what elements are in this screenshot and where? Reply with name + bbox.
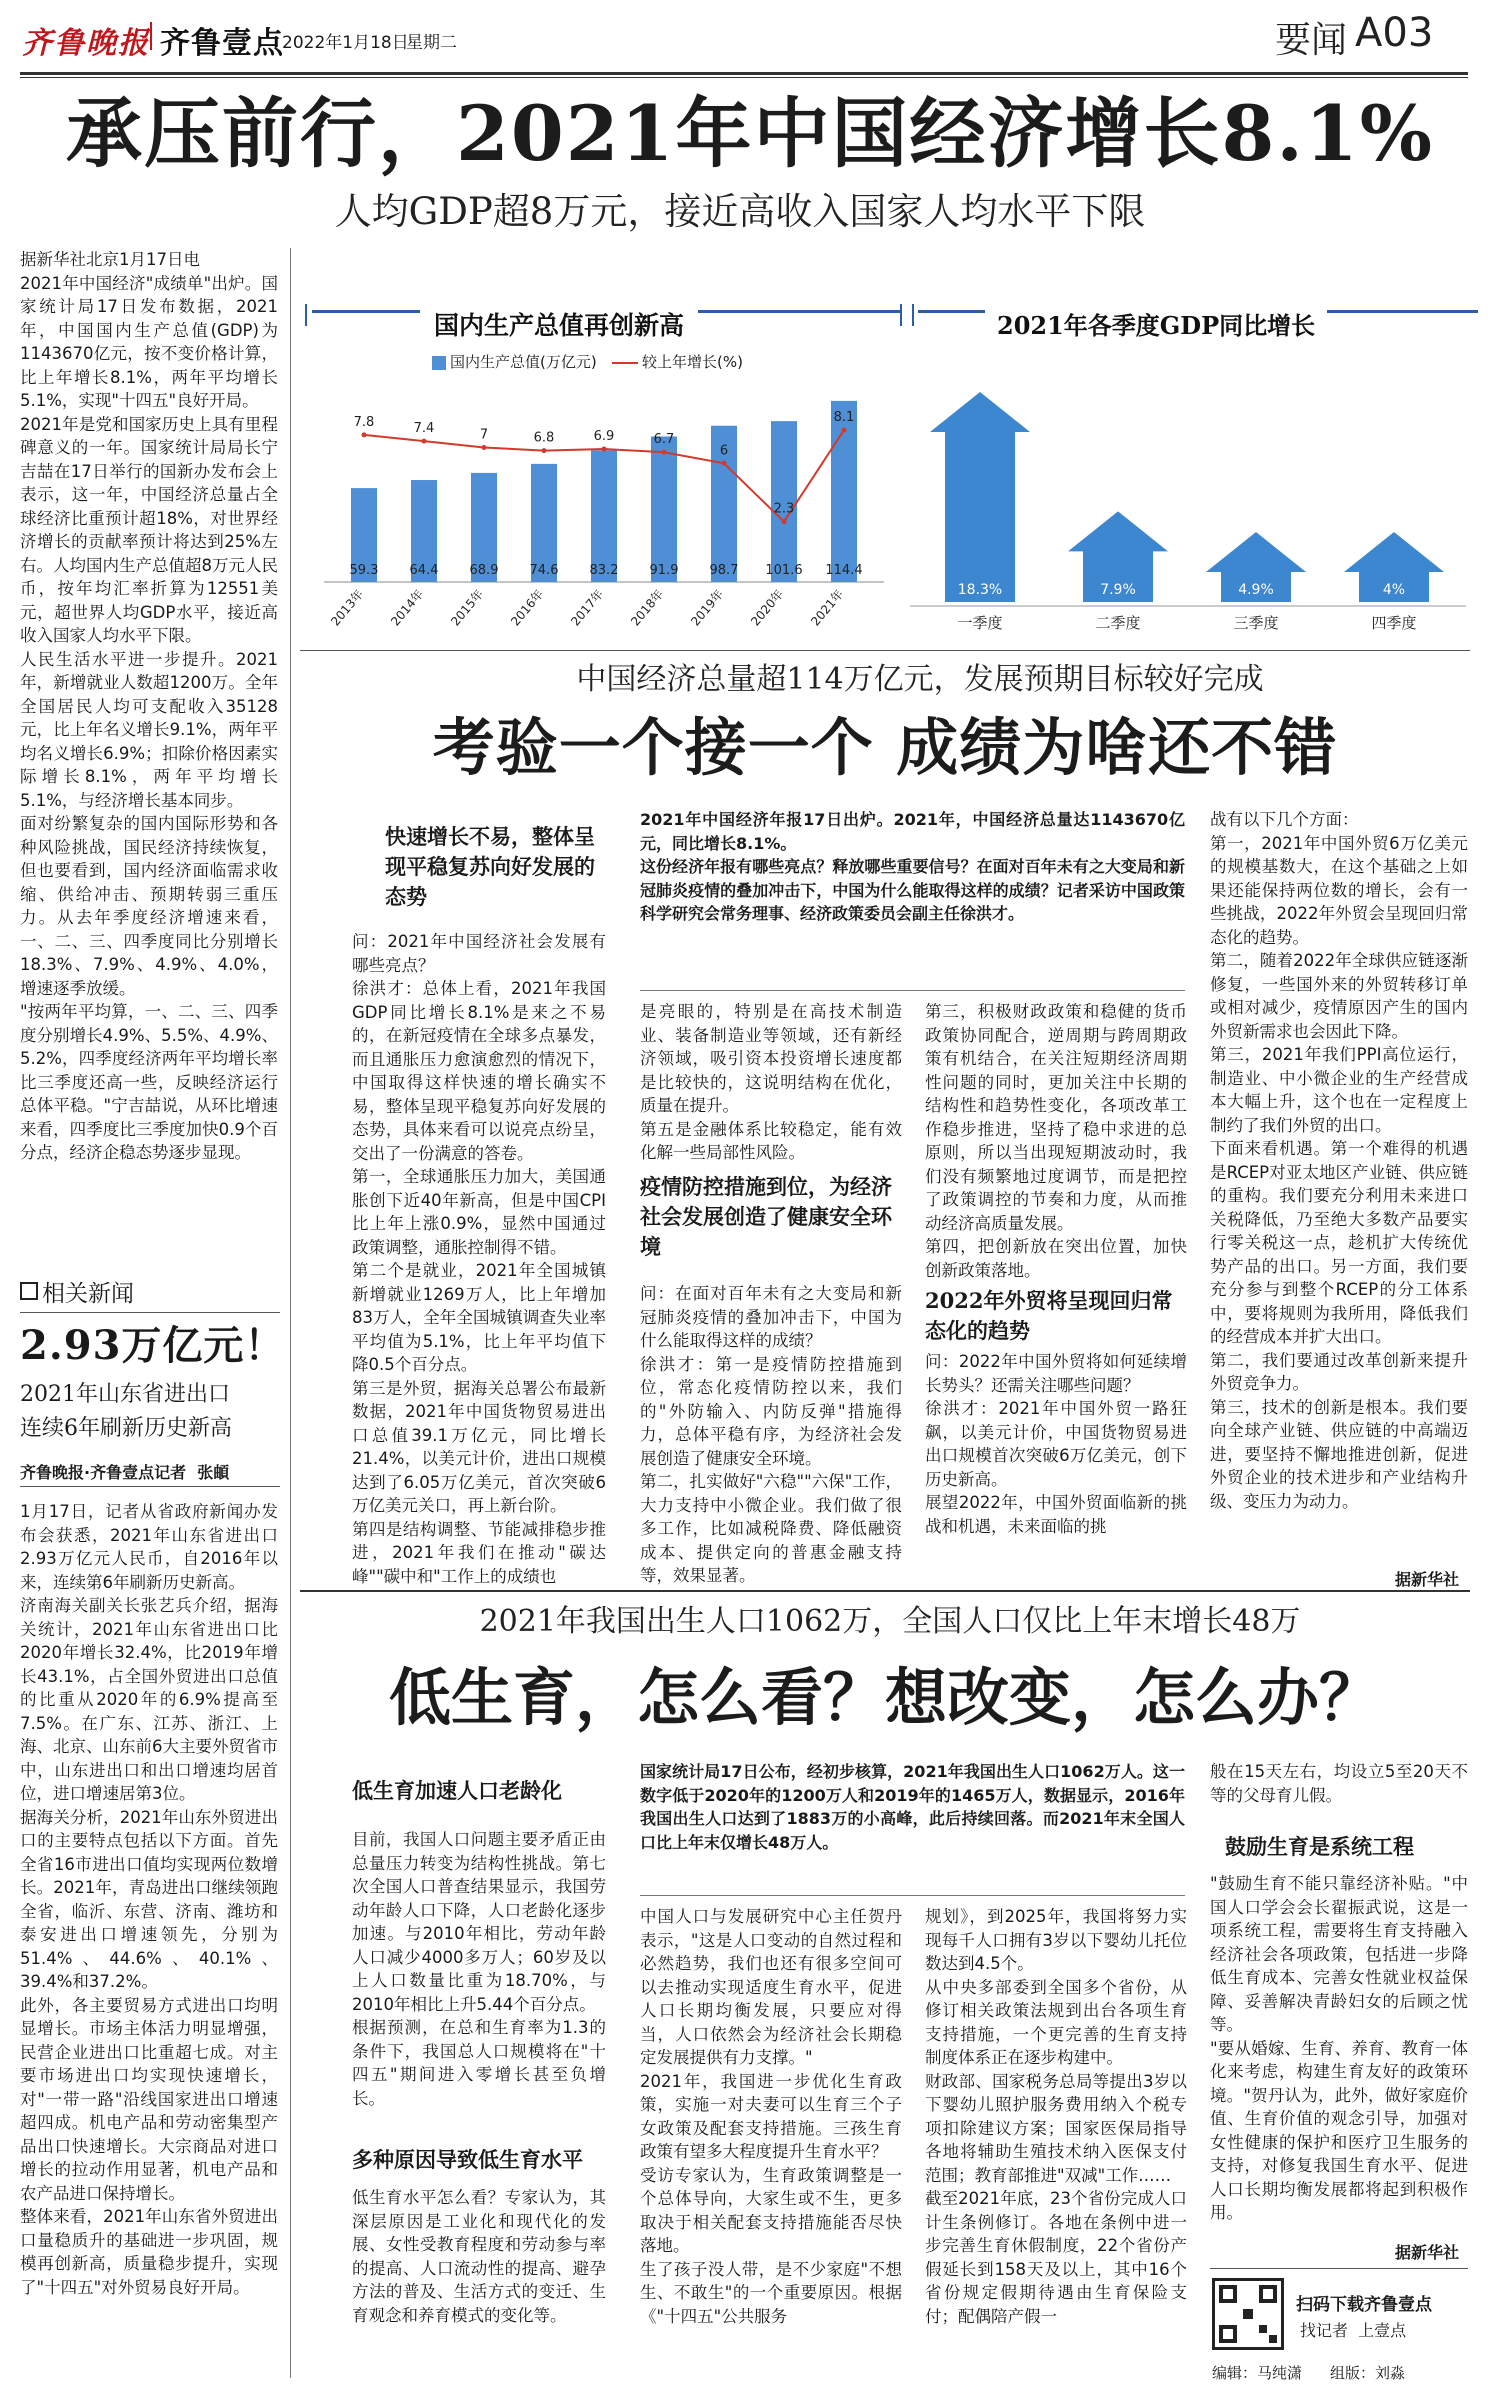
editor-credit: 编辑：马纯潇 — [1212, 2364, 1303, 2382]
related-title-1: 2021年山东省进出口 — [20, 1382, 230, 1407]
story3-col1: 目前，我国人口问题主要矛盾正由总量压力转变为结构性挑战。第七次全国人口普查结果显示，我国劳动年龄人口下降，人口老龄化逐步加速。与2010年相比，劳动年龄人口减少4000多万人；60岁及以上人口数量比重为18.70%，与2010年相比上升5.44个百分点。 根据预测，在总和生育率为1.3的条件下，我国总人口规模将在"十四五"期间进入零增长甚至负增长。 — [352, 1830, 606, 2108]
growth-point — [602, 447, 607, 452]
growth-label: 7.8 — [353, 414, 375, 430]
quarter-label: 二季度 — [1095, 614, 1141, 630]
qr-caption-1: 扫码下载齐鲁壹点 — [1296, 2295, 1432, 2315]
related-big-number: 2.93万亿元！ — [20, 1322, 286, 1369]
story2-intro: 2021年中国经济年报17日出炉。2021年，中国经济总量达1143670亿元，同比增长8.1%。 这份经济年报有哪些亮点？释放哪些重要信号？在面对百年未有之大变局和新冠肺炎疫情的叠加冲击下，中国为什么能取得这样的成绩？记者采访中国政策科学研究会常务理事、经济政策委员会副主任徐洪才。 — [640, 810, 1185, 923]
growth-point — [662, 450, 667, 455]
story2-col1: 问：2021年中国经济社会发展有哪些亮点？ 徐洪才：总体上看，2021年我国GDP同比增长8.1%是来之不易的，在新冠疫情在全球多点暴发，而且通胀压力愈演愈烈的情况下，中国取得这样快速的增长确实不易，整体呈现平稳复苏向好发展的态势，具体来看可以说亮点纷呈，交出了一份满意的答卷。 第一，全球通胀压力加大，美国通胀创下近40年新高，但是中国CPI比上年上涨0.9%，显然中国通过政策调整，通胀控制得不错。 第二个是就业，2021年全国城镇新增就业1269万人，比上年增加83万人，全年全国城镇调查失业率平均值为5.1%，比上年平均值下降0.5个百分点。 第三是外贸，据海关总署公布最新数据，2021年中国货物贸易进出口总值39.1万亿元，同比增长21.4%，以美元计价，进出口规模达到了6.05万亿美元，首次突破6万亿美元关口，再上新台阶。 第四是结构调整、节能减排稳步推进，2021年我们在推动"碳达峰""碳中和"工作上的成绩也 — [352, 932, 606, 1586]
quarter-label: 三季度 — [1233, 614, 1279, 630]
story3-sub3: 鼓励生育是系统工程 — [1225, 1834, 1414, 1859]
related-body: 1月17日，记者从省政府新闻办发布会获悉，2021年山东省进出口2.93万亿元人民币，自2016年以来，连续第6年刷新历史新高。 济南海关副关长张艺兵介绍，据海关统计，2021年山东省进出口比2020年增长32.4%，比2019年增长43.1%，占全国外贸进出口总值的比重从2020年的6.9%提高至7.5%。在广东、江苏、浙江、上海、北京、山东前6大主要外贸省市中，山东进出口和出口增速均居首位，进口增速居第3位。 据海关分析，2021年山东外贸进出口的主要特点包括以下方面。首先全省16市进出口值均实现两位数增长。2021年，青岛进出口继续领跑全省，临沂、东营、济南、潍坊和泰安进出口增速领先，分别为51.4%、44.6%、40.1%、39.4%和37.2%。 此外，各主要贸易方式进出口均明显增长。市场主体活力明显增强，民营企业进出口比重超七成。对主要市场进出口均实现快速增长，对"一带一路"沿线国家进出口增速超四成。机电产品和劳动密集型产品出口快速增长。大宗商品对进口增长的拉动作用显著，机电产品和农产品进口保持增长。 整体来看，2021年山东省外贸进出口量稳质升的基础进一步巩固，规模再创新高，质量稳步提升，实现了"十四五"对外贸易良好开局。 — [20, 1502, 278, 2297]
growth-label: 7.4 — [413, 421, 435, 437]
growth-point — [722, 461, 727, 466]
chart1-right-tick — [900, 304, 902, 326]
arrow-value-label: 18.3% — [957, 582, 1003, 598]
legend-line-swatch — [612, 362, 638, 364]
chart1-left-tick — [305, 304, 307, 326]
story3-headline: 低生育，怎么看？想改变，怎么办？ — [388, 1661, 1381, 1734]
growth-label: 2.3 — [773, 501, 795, 517]
story2-headline: 考验一个接一个 成绩为啥还不错 — [432, 711, 1338, 784]
x-tick-label: 2014年 — [388, 586, 427, 629]
growth-label: 6 — [719, 443, 729, 459]
paper-logo: 齐鲁晚报 — [22, 26, 150, 61]
story3-col4: "鼓励生育不能只靠经济补贴。"中国人口学会会长翟振武说，这是一项系统工程，需要将生育支持融入经济社会各项政策，包括进一步降低生育成本、完善女性就业权益保障、妥善解决青龄妇女的后顾之忧等。 "要从婚嫁、生育、养育、教育一体化来考虑，构建生育友好的政策环境。"贺丹认为，此外，做好家庭价值、生育价值的观念引导，加强对女性健康的保护和医疗卫生服务的支持，对修复我国生育水平、促进人口长期均衡发展都将起到积极作用。 — [1210, 1874, 1468, 2222]
growth-arrow — [930, 392, 1030, 602]
growth-label: 8.1 — [833, 410, 855, 426]
gdp-bar-label: 64.4 — [409, 563, 439, 578]
x-tick-label: 2019年 — [688, 586, 727, 629]
story3-top-rule — [300, 1590, 1470, 1592]
growth-label: 6.8 — [533, 430, 555, 446]
legend-bar-label: 国内生产总值(万亿元) — [450, 353, 597, 371]
arrow-value-label: 7.9% — [1100, 582, 1136, 598]
story2-col2: 是亮眼的，特别是在高技术制造业、装备制造业等领域，还有新经济领域，吸引资本投资增长速度都是比较快的，这说明结构在优化，质量在提升。 第五是金融体系比较稳定，能有效化解一些局部性风险。 — [640, 1002, 902, 1162]
story2-sub1: 快速增长不易，整体呈现平稳复苏向好发展的态势 — [385, 824, 595, 909]
masthead — [0, 0, 1488, 70]
story2-top-rule — [300, 650, 1470, 651]
story2-sub3: 2022年外贸将呈现回归常态化的趋势 — [925, 1288, 1173, 1343]
related-rule — [20, 1312, 280, 1313]
x-tick-label: 2015年 — [448, 586, 487, 629]
story3-sub1: 低生育加速人口老龄化 — [352, 1778, 562, 1803]
masthead-rule-thin — [20, 77, 1468, 78]
growth-label: 7 — [479, 427, 489, 443]
story3-kicker: 2021年我国出生人口1062万，全国人口仅比上年末增长48万 — [479, 1604, 1301, 1639]
related-tag: 相关新闻 — [42, 1281, 134, 1307]
story2-kicker: 中国经济总量超114万亿元，发展预期目标较好完成 — [576, 662, 1264, 697]
legend-bar-swatch — [432, 356, 446, 370]
arrow-value-label: 4.9% — [1238, 582, 1274, 598]
growth-point — [542, 448, 547, 453]
quarter-label: 四季度 — [1371, 614, 1417, 630]
gdp-bar-label: 98.7 — [709, 563, 739, 578]
chart2-title: 2021年各季度GDP同比增长 — [985, 306, 1327, 346]
gdp-bar-label: 68.9 — [469, 563, 499, 578]
x-tick-label: 2017年 — [568, 586, 607, 629]
related-tag-icon — [20, 1282, 38, 1300]
issue-weekday: 星期二 — [406, 33, 457, 53]
chart2-left-tick — [912, 304, 914, 326]
page-number: A03 — [1355, 10, 1434, 56]
brand-logo: 齐鲁壹点 — [160, 26, 284, 61]
gdp-chart — [320, 372, 890, 642]
x-tick-label: 2018年 — [628, 586, 667, 629]
story2-col3: 第三，积极财政政策和稳健的货币政策协同配合，逆周期与跨周期政策有机结合，在关注短期经济周期性问题的同时，更加关注中长期的结构性和趋势性变化，各项改革工作稳步推进，坚持了稳中求进的总原则，所以当出现短期波动时，我们没有频繁地过度调节，而是把控了政策调控的节奏和力度，从而推动经济高质量发展。 第四，把创新放在突出位置，加快创新政策落地。 — [925, 1002, 1187, 1280]
layout-credit: 组版：刘淼 — [1330, 2364, 1406, 2382]
related-title-2: 连续6年刷新历史新高 — [20, 1416, 232, 1441]
story3-intro-rule — [640, 1895, 1185, 1896]
gdp-bar-label: 59.3 — [349, 563, 379, 578]
growth-label: 6.7 — [653, 432, 675, 448]
qr-caption-2: 找记者 上壹点 — [1300, 2321, 1407, 2340]
section-name: 要闻 — [1275, 20, 1348, 61]
story2-col4: 战有以下几个方面： 第一，2021年中国外贸6万亿美元的规模基数大，在这个基础之上如果还能保持两位数的增长，会有一些挑战，2022年外贸会呈现回归常态化的趋势。 第二，随着2022年全球供应链逐渐修复，一些国外来的外贸转移订单或相对减少，疫情原因产生的国内外贸新需求也会因此下降。 第三，2021年我们PPI高位运行，制造业、中小微企业的生产经营成本大幅上升，这个也在一定程度上制约了我们外贸的出口。 下面来看机遇。第一个难得的机遇是RCEP对亚太地区产业链、供应链的重构。我们要充分利用未来进口关税降低，乃至绝大多数产品要实行零关税这一点，趁机扩大传统优势产品的出口。另一方面，我们要充分参与到整个RCEP的分工体系中，要将规则为我所用，降低我们的经营成本并扩大出口。 第二，我们要通过改革创新来提升外贸竞争力。 第三，技术的创新是根本。我们要向全球产业链、供应链的中高端迈进，要坚持不懈地推进创新，促进外贸企业的技术进步和产业结构升级、变压力为动力。 — [1210, 810, 1468, 1511]
x-tick-label: 2016年 — [508, 586, 547, 629]
story3-col1b: 低生育水平怎么看？专家认为，其深层原因是工业化和现代化的发展、女性受教育程度和劳动参与率的提高、人口流动性的提高、避孕方法的普及、生活方式的变迁、生育观念和养育模式的变化等。 — [352, 2188, 606, 2325]
story3-col3: 规划》，到2025年，我国将努力实现每千人口拥有3岁以下婴幼儿托位数达到4.5个。 从中央多部委到全国多个省份，从修订相关政策法规到出台各项生育支持措施，一个更完善的生育支持制度体系正在逐步构建中。 财政部、国家税务总局等提出3岁以下婴幼儿照护服务费用纳入个税专项扣除建议方案；国家医保局指导各地将辅助生殖技术纳入医保支付范围；教育部推进"双减"工作…… 截至2021年底，23个省份完成人口计生条例修订。各地在条例中进一步完善生育休假制度，22个省份产假延长到158天及以上，其中16个省份规定假期待遇由生育保险支付；配偶陪产假一 — [925, 1907, 1187, 2326]
x-tick-label: 2020年 — [748, 586, 787, 629]
gdp-bar-label: 74.6 — [529, 563, 559, 578]
story3-col2: 中国人口与发展研究中心主任贺丹表示，"这是人口变动的自然过程和必然趋势，我们也还有很多空间可以去推动实现适度生育水平，促进人口长期均衡发展，只要应对得当，人口依然会为经济社会长期稳定发展提供有力支撑。" 2021年，我国进一步优化生育政策，实施一对夫妻可以生育三个子女政策及配套支持措施。三孩生育政策有望多大程度提升生育水平？ 受访专家认为，生育政策调整是一个总体导向，大家生或不生，更多取决于相关配套支持措施能否尽快落地。 生了孩子没人带，是不少家庭"不想生、不敢生"的一个重要原因。根据《"十四五"公共服务 — [640, 1907, 902, 2326]
lead-headline: 承压前行，2021年中国经济增长8.1% — [66, 89, 1434, 178]
quarterly-growth-chart — [910, 340, 1470, 630]
quarter-label: 一季度 — [957, 614, 1003, 630]
growth-point — [482, 445, 487, 450]
qr-code[interactable] — [1212, 2278, 1284, 2350]
growth-point — [422, 439, 427, 444]
related-byline: 齐鲁晚报·齐鲁壹点记者 张頔 — [20, 1463, 230, 1482]
legend-line-label: 较上年增长(%) — [642, 353, 743, 371]
lead-subheadline: 人均GDP超8万元，接近高收入国家人均水平下限 — [334, 190, 1146, 233]
growth-point — [782, 519, 787, 524]
left-column-divider — [290, 248, 291, 2378]
story2-intro-rule — [640, 990, 1185, 991]
issue-date: 2022年1月18日 — [282, 33, 409, 53]
story3-sub2: 多种原因导致低生育水平 — [352, 2147, 583, 2172]
gdp-bar — [651, 436, 677, 582]
story2-col2b: 问：在面对百年未有之大变局和新冠肺炎疫情的叠加冲击下，中国为什么能取得这样的成绩？ 徐洪才：第一是疫情防控措施到位，常态化疫情防控以来，我们的"外防输入、内防反弹"措施得力，总体平稳有序，为经济社会发展创造了健康安全环境。 第二，扎实做好"六稳""六保"工作，大力支持中小微企业。我们做了很多工作，比如减税降费、降低融资成本、提供定向的普惠金融支持等，效果显著。 — [640, 1284, 902, 1585]
x-tick-label: 2021年 — [808, 586, 847, 629]
logo-divider — [150, 22, 152, 50]
lead-column: 据新华社北京1月17日电 2021年中国经济"成绩单"出炉。国家统计局17日发布数据，2021年，中国国内生产总值(GDP)为1143670亿元，按不变价格计算，比上年增长8.1%，两年平均增长5.1%，实现"十四五"良好开局。 2021年是党和国家历史上具有里程碑意义的一年。国家统计局局长宁吉喆在17日举行的国新办发布会上表示，这一年，中国经济总量占全球经济比重预计超18%，对世界经济增长的贡献率预计将达到25%左右。人均国内生产总值超8万元人民币，按年均汇率折算为12551美元，超世界人均GDP水平，接近高收入国家人均水平下限。 人民生活水平进一步提升。2021年，新增就业人数超1200万。全年全国居民人均可支配收入35128元，比上年名义增长9.1%，两年平均名义增长6.9%；扣除价格因素实际增长8.1%，两年平均增长5.1%，与经济增长基本同步。 面对纷繁复杂的国内国际形势和各种风险挑战，国民经济持续恢复，但也要看到，国内经济面临需求收缩、供给冲击、预期转弱三重压力。从去年季度经济增速来看，一、二、三、四季度同比分别增长18.3%、7.9%、4.9%、4.0%，增速逐季放缓。 "按两年平均算，一、二、三、四季度分别增长4.9%、5.5%、4.9%、5.2%，四季度经济两年平均增长率比三季度还高一些，反映经济运行总体平稳。"宁吉喆说，从环比增速来看，四季度比三季度加快0.9个百分点，经济企稳态势逐步显现。 — [20, 250, 278, 1162]
growth-label: 6.9 — [593, 429, 615, 445]
growth-point — [842, 428, 847, 433]
story2-col3b: 问：2022年中国外贸将如何延续增长势头？还需关注哪些问题？ 徐洪才：2021年中国外贸一路狂飙，以美元计价，中国货物贸易进出口规模首次突破6万亿美元，创下历史新高。 展望2022年，中国外贸面临新的挑战和机遇，未来面临的挑 — [925, 1352, 1187, 1536]
arrow-value-label: 4% — [1382, 582, 1406, 598]
story2-sub2: 疫情防控措施到位，为经济社会发展创造了健康安全环境 — [640, 1174, 892, 1259]
story2-source: 据新华社 — [1395, 1570, 1460, 1589]
gdp-bar-label: 83.2 — [589, 563, 619, 578]
growth-point — [362, 432, 367, 437]
masthead-rule — [20, 72, 1468, 75]
related-byline-rule — [20, 1486, 280, 1487]
gdp-bar-label: 114.4 — [825, 563, 863, 578]
story3-intro: 国家统计局17日公布，经初步核算，2021年我国出生人口1062万人。这一数字低于2020年的1200万人和2019年的1465万人，数据显示，2016年我国出生人口达到了1883万的小高峰，此后持续回落。而2021年末全国人口比上年末仅增长48万人。 — [640, 1762, 1185, 1852]
story3-col4a: 般在15天左右，均设立5至20天不等的父母育儿假。 — [1210, 1762, 1468, 1805]
story3-source: 据新华社 — [1395, 2243, 1460, 2262]
chart1-title: 国内生产总值再创新高 — [420, 306, 698, 346]
footer-rule — [1210, 2268, 1468, 2269]
x-tick-label: 2013年 — [328, 586, 367, 629]
gdp-bar-label: 101.6 — [765, 563, 803, 578]
gdp-bar-label: 91.9 — [649, 563, 679, 578]
